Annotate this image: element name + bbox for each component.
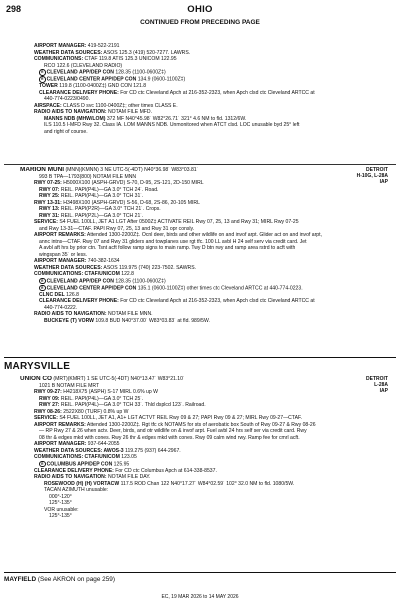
info-text: 125°-135° bbox=[49, 513, 72, 520]
info-label: BUCKEYE (T) VORW bbox=[44, 317, 94, 324]
info-text: 372 MF N40°45.98´ W82°26.71´ 321° 4.6 NM to fld. 1312/6W. bbox=[105, 115, 247, 122]
info-text: S4 FUEL 100LL, JET A1 LGT After 0500Z‡ ACTIVATE REIL Rwy 07, 25, 13 and Rwy 31; MIRL Rwy 07-25 bbox=[57, 219, 299, 225]
chart-ref: DETROIT bbox=[366, 167, 388, 173]
info-label: RWY 31: bbox=[39, 212, 60, 219]
page-header bbox=[0, 4, 400, 18]
info-text: 1021 B NOTAM FILE MRT bbox=[39, 382, 100, 389]
info-line bbox=[30, 318, 388, 325]
info-text: 134.9 (0600-1100Z‡) bbox=[136, 76, 186, 83]
radar-service-icon: R bbox=[39, 461, 46, 468]
info-label: ROSEWOOD (H) (H) VORTACW bbox=[44, 480, 120, 487]
info-label: CLNC DEL bbox=[39, 291, 65, 298]
iap-ref: IAP bbox=[379, 179, 388, 185]
info-label: CLEVELAND APP/DEP CON bbox=[46, 278, 114, 285]
info-text: 440-774-0222. bbox=[44, 304, 78, 311]
airport-details bbox=[20, 174, 388, 325]
info-label: CLEVELAND CENTER APP/DEP CON bbox=[46, 76, 137, 83]
airport-location: 1 SE UTC-5(-4DT) N40°13.47´ W83°21.10´ bbox=[86, 376, 185, 382]
info-text: wingspan 35´ or less. bbox=[39, 251, 88, 258]
info-label: RWY 13: bbox=[39, 206, 60, 212]
info-text: and Rwy 13-31—CTAF. PAPI Rwy 07, 25, 13 and Rwy 31 opr consly. bbox=[39, 225, 195, 232]
info-label: COMMUNICATIONS: CTAF/UNICOM bbox=[34, 271, 120, 277]
info-label: COMMUNICATIONS: bbox=[34, 56, 84, 62]
airport-details bbox=[20, 383, 388, 520]
info-text: 128.35 (1100-0600Z‡) bbox=[113, 69, 166, 76]
info-text: Attended 1300-2200Z‡. Ocnl deer, birds and other wildlife on and invof arpt. Glider act on and invof arpt, bbox=[85, 232, 322, 238]
info-text: — RP Rwy 27 & 26 when actv. Deer, birds, and otr wildlife on & invof arpt. Fuel avbl 24 hrs self ser via credit card. Rwy bbox=[39, 428, 307, 434]
info-line bbox=[30, 461, 388, 468]
info-label: TOWER bbox=[39, 83, 58, 90]
info-text: A avbl aft hrs by prior ctn. Tsnt acft follow ramp signs to main ramp. Twy D btn rwy and ramp area rstrd to acft with bbox=[39, 245, 296, 251]
info-label: SERVICE: bbox=[34, 219, 58, 225]
info-label: CLEARANCE DELIVERY PHONE: bbox=[39, 298, 119, 305]
info-label: RWY 07: bbox=[39, 186, 60, 193]
info-text: H3498X100 (ASPH-GRVD) S-56, D-68, 2S-86, 20-105 MIRL bbox=[61, 199, 200, 206]
info-text: REIL. PAPI(P2L)—GA 3.0° TCH 21´. bbox=[59, 212, 144, 219]
info-label: RWY 25: bbox=[39, 193, 60, 199]
radar-service-icon: R bbox=[39, 278, 46, 285]
state-title: OHIO bbox=[187, 4, 213, 15]
info-label: CLEARANCE DELIVERY PHONE: bbox=[39, 89, 119, 96]
info-text: H4218X75 (ASPH) S-17 MIRL 0.6% up W bbox=[61, 389, 158, 395]
info-label: AIRPORT MANAGER: bbox=[34, 43, 87, 49]
info-line bbox=[30, 129, 370, 136]
info-text: 2522X80 (TURF) 0.8% up W bbox=[61, 408, 129, 415]
info-text: H5000X100 (ASPH-GRVD) S-70, D-95, 2S-121, 2D-150 MIRL bbox=[61, 180, 204, 186]
chart-references bbox=[357, 167, 388, 185]
info-text: TACAN AZIMUTH unusable: bbox=[44, 487, 109, 494]
info-label: COMMUNICATIONS: CTAF/UNICOM bbox=[34, 454, 120, 460]
info-text: 740-382-1634 bbox=[86, 258, 120, 264]
info-label: MANNS NDB (MHW/LOM) bbox=[44, 115, 106, 122]
city-divider bbox=[4, 357, 396, 358]
info-text: and right of course. bbox=[44, 128, 88, 135]
info-text: NOTAM FILE MFD. bbox=[106, 109, 153, 116]
radar-service-icon: R bbox=[39, 76, 46, 83]
info-text: S4 FUEL 100LL, JET A1, A1+ LGT ACTVT REIL Rwy 09 & 27; PAPI Rwy 09 & 27; MIRL Rwy 09-27—CTAF. bbox=[57, 415, 302, 421]
info-text: ASOS 125.3 (419) 520-7277. LAWRS. bbox=[102, 49, 191, 56]
chart-ref: DETROIT bbox=[366, 376, 388, 382]
info-label: RADIO AIDS TO NAVIGATION: bbox=[34, 109, 107, 116]
info-text: 993 B TPA—1793(800) NOTAM FILE MNN bbox=[39, 173, 137, 180]
info-text: annc intns—CTAF. Rwy 07 and Rwy 31 gliders and towplanes use rgt tfc. 100 LL avbl H 24 self serv via credit card. Jet bbox=[39, 238, 307, 245]
info-line bbox=[30, 285, 388, 292]
info-label: WEATHER DATA SOURCES: AWOS-3 bbox=[34, 447, 124, 454]
info-text: For CD ctc Columbus Apch at 614-338-8537. bbox=[113, 467, 217, 474]
info-text: 128.35 (1100-0600Z‡) bbox=[113, 278, 166, 285]
info-text: VOR unusable: bbox=[44, 506, 79, 513]
info-label: AIRPORT REMARKS: bbox=[34, 232, 86, 238]
info-text: 000°-120° bbox=[49, 493, 72, 500]
info-text: 937-644-2055 bbox=[86, 441, 120, 447]
info-text: 122.8 bbox=[119, 271, 134, 277]
airport-name: UNION CO bbox=[20, 376, 52, 382]
continued-banner: CONTINUED FROM PRECEDING PAGE bbox=[140, 19, 260, 26]
info-text: 119.275 (937) 644-2967. bbox=[123, 447, 181, 454]
chart-ref: L-28A bbox=[374, 382, 388, 388]
info-text: NOTAM FILE MNN. bbox=[106, 311, 153, 318]
airport-name: MARION MUNI bbox=[20, 167, 65, 173]
info-label: RADIO AIDS TO NAVIGATION: bbox=[34, 474, 107, 481]
info-text: 123.05 bbox=[119, 454, 137, 460]
info-text: CLASS D svc 1100-0400Z‡; other times CLASS E. bbox=[61, 102, 178, 109]
info-label: RADIO AIDS TO NAVIGATION: bbox=[34, 311, 107, 318]
info-text: ASOS 119.975 (740) 223-7502. SAWRS. bbox=[102, 264, 197, 271]
mayfield-entry bbox=[4, 576, 115, 583]
iap-ref: IAP bbox=[379, 388, 388, 394]
cross-reference: (See AKRON on page 259) bbox=[36, 576, 115, 583]
info-text: 126.8 bbox=[64, 291, 79, 298]
radar-service-icon: R bbox=[39, 285, 46, 292]
airport-location: 3 NE UTC-5(-4DT) N40°36.98´ W83°03.81´ bbox=[100, 167, 199, 173]
info-text: 125.95 bbox=[112, 461, 130, 468]
info-label: RWY 27: bbox=[39, 402, 60, 408]
info-label: CLEARANCE DELIVERY PHONE: bbox=[34, 467, 114, 474]
info-text: 117.5 ROD Chan 122 N40°17.27´ W84°02.59´ 102° 32.0 NM to fld. 1080/5W. bbox=[119, 480, 295, 487]
info-label: WEATHER DATA SOURCES: bbox=[34, 49, 103, 56]
info-label: COLUMBUS APP/DEP CON bbox=[46, 461, 113, 468]
info-text: REIL. PAPI(P4L)—GA 3.0° TCH 24´. Road. bbox=[59, 186, 159, 193]
section-divider bbox=[4, 164, 396, 165]
info-text: REIL. PAPI(P4L)—GA 3.0° TCH 33´. Thld dsplcd 123´. Railroad. bbox=[59, 402, 206, 408]
info-text: 08 thr & edges mkd with cones. Rwy 26 thr & edges mkd with cones. Rwy 09 calm wind rwy. Ramp fee for cmrl acft. bbox=[39, 434, 300, 441]
info-label: RWY 07-25: bbox=[34, 180, 62, 186]
info-label: SERVICE: bbox=[34, 415, 58, 421]
info-text: 419-522-2191 bbox=[86, 43, 120, 49]
info-text: Attended 1300-2200Z‡. Rgt tfc ck NOTAMS for sts of aerobatic box South of Rwy 09-27 & Rwy 08-26 bbox=[85, 421, 316, 428]
info-text: ILS 110.5 I-MFD Rwy 32. Class IA. LOM MANNS NDB. Unmonitored when ATCT clsd. LOC unusable byd 25° left bbox=[44, 122, 300, 129]
effective-dates: EC, 19 MAR 2026 to 14 MAY 2026 bbox=[161, 594, 239, 600]
info-text: 109.8 BUD N40°37.00´ W83°03.83´ at fld. 989/5W. bbox=[94, 317, 210, 324]
info-text: 125°-135° bbox=[49, 500, 72, 507]
union-co-section bbox=[20, 376, 388, 520]
info-text: 440-774-0223/0490. bbox=[44, 96, 90, 103]
info-label: RWY 09: bbox=[39, 395, 60, 402]
info-label: CLEVELAND APP/DEP CON bbox=[46, 69, 114, 76]
radar-service-icon: R bbox=[39, 69, 46, 76]
info-text: For CD ctc Cleveland Apch at 216-352-2323, when Apch clsd ctc Cleveland ARTCC at bbox=[118, 298, 315, 305]
info-text: REIL. PAPI(P2R)—GA 3.0° TCH 21´. Crops. bbox=[59, 206, 161, 212]
info-label: CLEVELAND CENTER APP/DEP CON bbox=[46, 285, 137, 292]
info-label: RWY 08-26: bbox=[34, 408, 62, 415]
info-label: WEATHER DATA SOURCES: bbox=[34, 264, 103, 271]
city-divider bbox=[4, 572, 396, 573]
chart-references bbox=[366, 376, 388, 394]
city-name: MAYFIELD bbox=[4, 576, 37, 583]
airport-code: (MNN)(KMNN) bbox=[65, 167, 99, 173]
info-text: REIL. PAPI(P4L)—GA 3.0° TCH 31´. bbox=[59, 193, 144, 199]
info-text: For CD ctc Cleveland Apch at 216-352-2323, when Apch clsd ctc Cleveland ARTCC at bbox=[118, 89, 315, 96]
marion-muni-section bbox=[20, 167, 388, 324]
info-text: 119.8 (1100-0400Z‡) GND CON 121.8 bbox=[57, 83, 147, 90]
info-text: RCO 122.6 (CLEVELAND RADIO) bbox=[44, 62, 123, 69]
info-line bbox=[30, 513, 388, 520]
info-line bbox=[30, 76, 370, 83]
info-label: AIRSPACE: bbox=[34, 102, 62, 109]
info-text: CTAF 119.8 ATIS 125.3 UNICOM 122.95 bbox=[83, 56, 177, 62]
info-label: RWY 09-27: bbox=[34, 389, 62, 395]
airport-code: (MRT)(KMRT) bbox=[53, 376, 86, 382]
info-text: REIL. PAPI(P4L)—GA 3.0° TCH 25´. bbox=[59, 395, 144, 402]
info-text: NOTAM FILE DAY. bbox=[106, 474, 151, 481]
info-line bbox=[30, 69, 370, 76]
info-label: AIRPORT MANAGER: bbox=[34, 258, 87, 264]
info-label: RWY 13-31: bbox=[34, 199, 62, 206]
info-line bbox=[30, 278, 388, 285]
city-name: MARYSVILLE bbox=[4, 361, 71, 372]
info-text: 135.1 (0600-1100Z‡) other times ctc Cleveland ARTCC at 440-774-0223. bbox=[136, 285, 303, 292]
page-number: 298 bbox=[6, 4, 22, 14]
info-label: AIRPORT REMARKS: bbox=[34, 421, 86, 428]
mansfield-continued-section bbox=[30, 43, 370, 135]
info-label: AIRPORT MANAGER: bbox=[34, 441, 87, 447]
chart-ref: H-10G, L-28A bbox=[356, 173, 388, 179]
